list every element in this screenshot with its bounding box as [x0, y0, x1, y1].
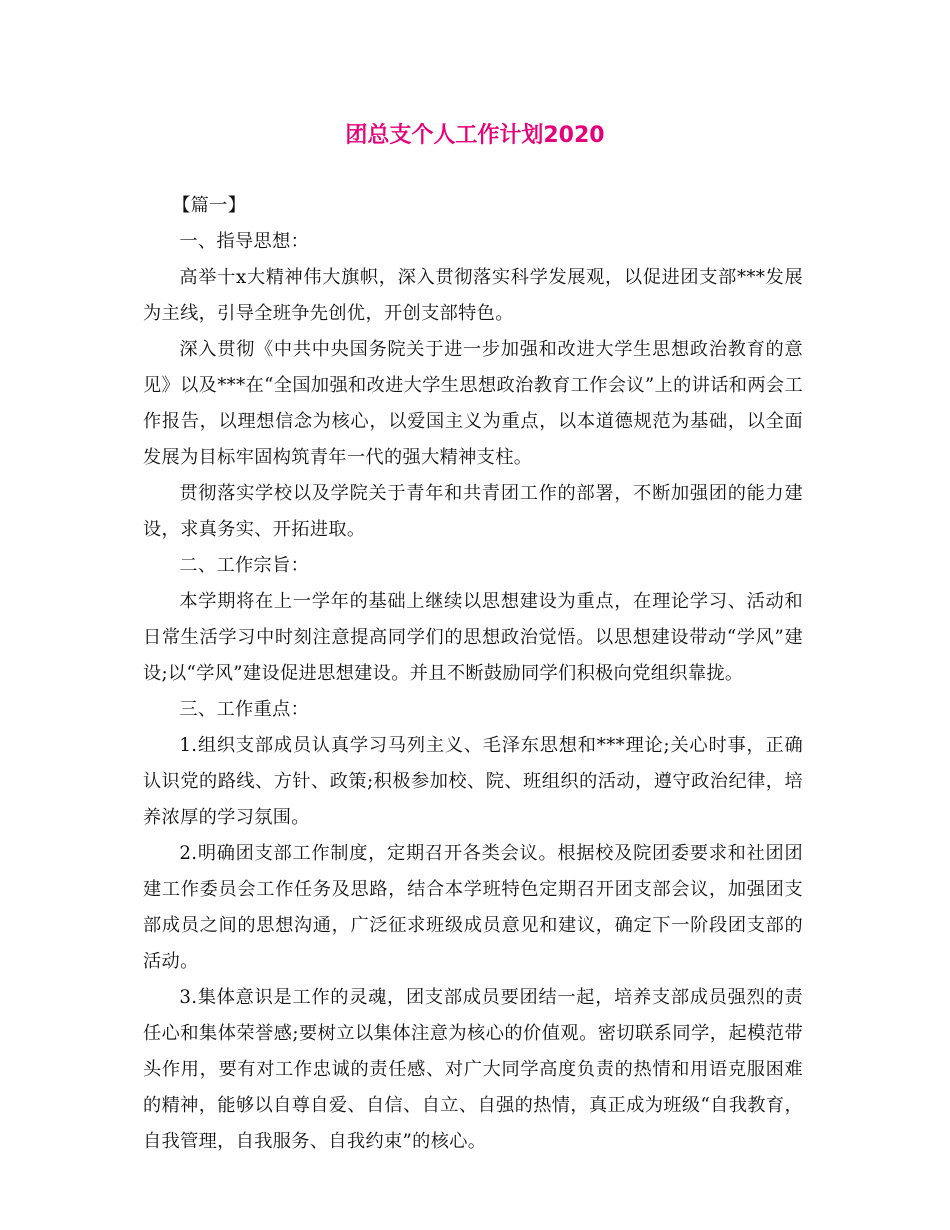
section-heading: 【篇一】 [172, 195, 247, 216]
heading-work-purpose: 二、工作宗旨： [179, 555, 310, 576]
heading-guiding-ideology: 一、指导思想： [179, 231, 310, 252]
list-item: 2.明确团支部工作制度，定期召开各类会议。根据校及院团委要求和社团团建工作委员会工作任务及思路，结合本学班特色定期召开团支部会议，加强团支部成员之间的思想沟通，广泛征求班级成员意见和建议，确定下一阶段团支部的活动。 [143, 843, 803, 972]
paragraph: 贯彻落实学校以及学院关于青年和共青团工作的部署，不断加强团的能力建设，求真务实、开拓进取。 [143, 483, 803, 540]
paragraph: 高举十x大精神伟大旗帜，深入贯彻落实科学发展观，以促进团支部***发展为主线，引导全班争先创优，开创支部特色。 [143, 267, 803, 324]
paragraph: 深入贯彻《中共中央国务院关于进一步加强和改进大学生思想政治教育的意见》以及***在“全国加强和改进大学生思想政治教育工作会议”上的讲话和两会工作报告，以理想信念为核心，以爱国主义为重点，以本道德规范为基础，以全面发展为目标牢固构筑青年一代的强大精神支柱。 [143, 339, 803, 468]
paragraph: 本学期将在上一学年的基础上继续以思想建设为重点，在理论学习、活动和日常生活学习中时刻注意提高同学们的思想政治觉悟。以思想建设带动“学风”建设;以“学风”建设促进思想建设。并且不断鼓励同学们积极向党组织靠拢。 [143, 591, 803, 684]
document-title: 团总支个人工作计划2020 [345, 123, 605, 148]
document-body [143, 188, 803, 1160]
list-item: 3.集体意识是工作的灵魂，团支部成员要团结一起，培养支部成员强烈的责任心和集体荣誉感;要树立以集体注意为核心的价值观。密切联系同学，起模范带头作用，要有对工作忠诚的责任感、对广大同学高度负责的热情和用语克服困难的精神，能够以自尊自爱、自信、自立、自强的热情，真正成为班级“自我教育，自我管理，自我服务、自我约束”的核心。 [143, 987, 803, 1152]
heading-work-focus: 三、工作重点： [179, 699, 310, 720]
list-item: 1.组织支部成员认真学习马列主义、毛泽东思想和***理论;关心时事，正确认识党的路线、方针、政策;积极参加校、院、班组织的活动，遵守政治纪律，培养浓厚的学习氛围。 [143, 735, 803, 828]
